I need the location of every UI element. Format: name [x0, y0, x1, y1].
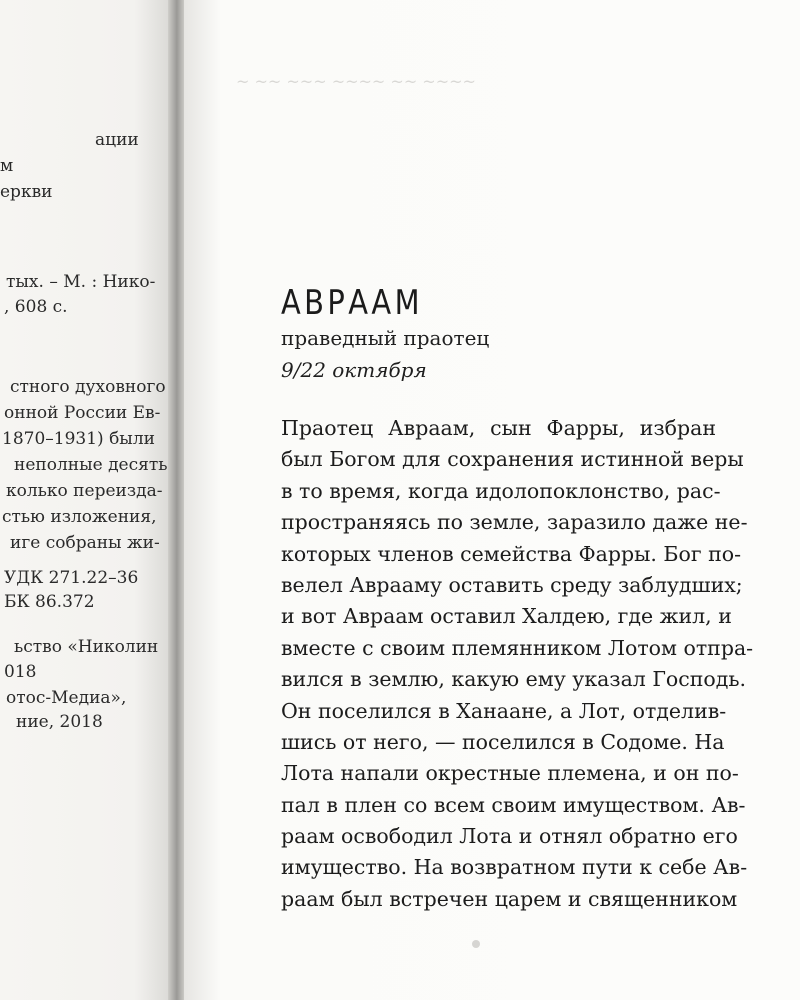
body-line: раам был встречен царем и священником — [281, 886, 738, 911]
show-through-text: ~ ~~ ~~~ ~~~~ ~~ ~~~~ — [236, 72, 476, 91]
left-page-line: иге собраны жи- — [10, 533, 160, 553]
left-page-line: тых. – М. : Нико- — [6, 272, 156, 292]
body-line: раам освободил Лота и отнял обратно его — [281, 824, 738, 849]
left-page-line: , 608 с. — [4, 297, 68, 317]
left-page-line: м — [0, 156, 14, 176]
body-line: велел Аврааму оставить среду заблудших; — [281, 572, 743, 597]
left-page-line: онной России Ев- — [4, 403, 161, 423]
left-page-line: еркви — [0, 182, 53, 202]
body-line: и вот Авраам оставил Халдею, где жил, и — [281, 604, 732, 629]
body-line: Праотец Авраам, сын Фарры, избран — [281, 416, 716, 440]
page-title: АВРААМ — [281, 283, 423, 323]
feast-date: 9/22 октября — [281, 358, 427, 382]
book-gutter — [168, 0, 184, 1000]
left-page-line: 018 — [4, 662, 37, 682]
body-line: пал в плен со всем своим имуществом. Ав- — [281, 792, 746, 817]
body-line: Лота напали окрестные племена, и он по- — [281, 761, 739, 786]
body-line: вился в землю, какую ему указал Господь. — [281, 667, 747, 692]
page-subtitle: праведный праотец — [281, 326, 490, 350]
left-page-line: 1870–1931) были — [2, 429, 155, 449]
left-page-line: ние, 2018 — [16, 712, 103, 732]
body-line: был Богом для сохранения истинной веры — [281, 447, 744, 472]
left-page-line: стного духовного — [10, 377, 166, 397]
body-line: которых членов семейства Фарры. Бог по- — [281, 541, 742, 566]
right-page — [184, 0, 800, 1000]
body-line: пространяясь по земле, заразило даже не- — [281, 510, 748, 535]
left-page-line: неполные десять — [14, 455, 168, 475]
body-line: шись от него, — поселился в Содоме. На — [281, 729, 725, 754]
left-page-line: стью изложения, — [2, 507, 157, 527]
body-line: вместе с своим племянником Лотом отпра- — [281, 635, 754, 660]
body-line: Он поселился в Ханаане, а Лот, отделив- — [281, 698, 727, 723]
body-text — [281, 413, 754, 915]
left-page-line: ации — [95, 130, 139, 150]
left-page-line: колько переизда- — [6, 481, 163, 501]
left-page — [0, 0, 168, 1000]
body-line: имущество. На возвратном пути к себе Ав- — [281, 855, 748, 880]
body-line: в то время, когда идолопоклонство, рас- — [281, 478, 721, 503]
paper-speck — [472, 940, 480, 948]
left-page-line: БК 86.372 — [4, 592, 95, 612]
left-page-line: УДК 271.22–36 — [4, 568, 139, 588]
left-page-line: ьство «Николин — [14, 637, 159, 657]
left-page-line: отос-Медиа», — [6, 688, 127, 708]
